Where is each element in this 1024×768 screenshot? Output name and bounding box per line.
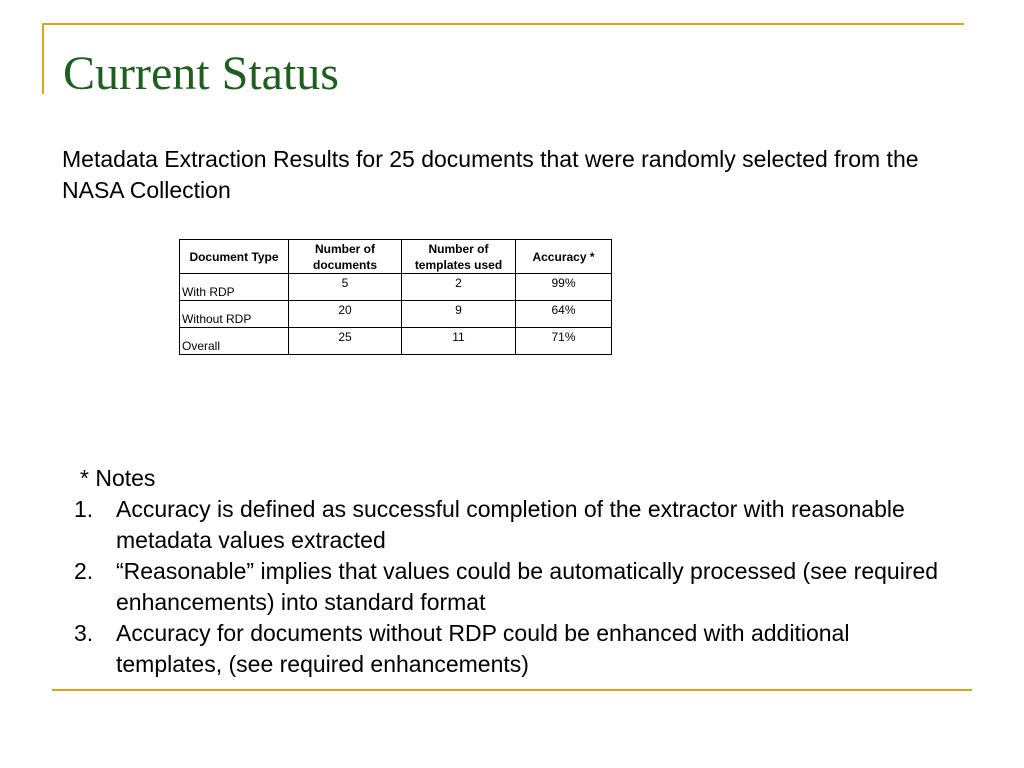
notes-section bbox=[74, 463, 960, 680]
cell-templates: 9 bbox=[402, 301, 516, 328]
header-templates-used: Number of templates used bbox=[402, 240, 516, 274]
table-header-row bbox=[180, 240, 612, 274]
list-item bbox=[74, 556, 960, 618]
cell-templates: 2 bbox=[402, 274, 516, 301]
note-text: “Reasonable” implies that values could be automatically processed (see required enhancements) into standard format bbox=[116, 558, 939, 615]
header-accuracy: Accuracy * bbox=[516, 240, 612, 274]
cell-accuracy: 64% bbox=[516, 301, 612, 328]
cell-documents: 5 bbox=[289, 274, 402, 301]
table-row bbox=[180, 301, 612, 328]
note-number: 1. bbox=[74, 496, 94, 522]
bottom-accent-line bbox=[52, 689, 972, 691]
cell-accuracy: 71% bbox=[516, 328, 612, 355]
note-text: Accuracy is defined as successful completion of the extractor with reasonable metadata values extracted bbox=[116, 496, 905, 553]
note-number: 3. bbox=[74, 620, 94, 646]
table-row bbox=[180, 274, 612, 301]
list-item bbox=[74, 618, 960, 680]
notes-heading: * Notes bbox=[80, 465, 156, 491]
cell-document-type: Overall bbox=[180, 328, 289, 355]
results-table bbox=[179, 239, 612, 355]
table-row bbox=[180, 328, 612, 355]
notes-list bbox=[74, 494, 960, 680]
cell-accuracy: 99% bbox=[516, 274, 612, 301]
cell-document-type: With RDP bbox=[180, 274, 289, 301]
top-accent-line bbox=[42, 23, 964, 25]
header-number-of-documents: Number of documents bbox=[289, 240, 402, 274]
list-item bbox=[74, 494, 960, 556]
cell-documents: 25 bbox=[289, 328, 402, 355]
cell-templates: 11 bbox=[402, 328, 516, 355]
cell-documents: 20 bbox=[289, 301, 402, 328]
left-accent-line bbox=[42, 23, 44, 94]
slide-subtitle: Metadata Extraction Results for 25 documents that were randomly selected from the NASA Collection bbox=[62, 146, 919, 203]
cell-document-type: Without RDP bbox=[180, 301, 289, 328]
slide-title: Current Status bbox=[63, 47, 339, 100]
header-document-type: Document Type bbox=[180, 240, 289, 274]
note-text: Accuracy for documents without RDP could be enhanced with additional templates, (see required enhancements) bbox=[116, 620, 850, 677]
note-number: 2. bbox=[74, 558, 94, 584]
